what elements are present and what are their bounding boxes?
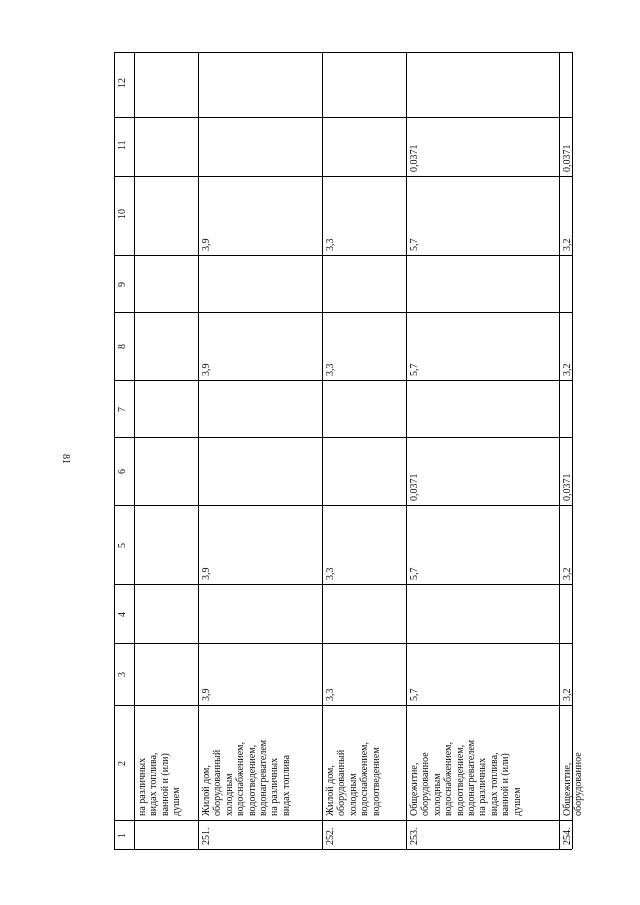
column-header-2: 2 [117,760,128,766]
table-row-border [322,52,323,849]
table-column-border [114,584,572,585]
row-number: 251. [201,827,212,845]
table-column-border [114,255,572,256]
value-cell: 3,3 [325,238,336,251]
row-description: Общежитие, оборудованное холодным водоснабжением, водоотведением, водонагревателем на различных видах топлива, ванной и (или) душем [409,739,523,816]
value-cell: 3,9 [201,238,212,251]
column-header-3: 3 [117,672,128,677]
table-column-border [114,643,572,644]
table-row-border [559,52,560,849]
row-description: Жилой дом, оборудованный холодным водоснабжением, водоотведением, водонагревателем на различных видах топлива [201,739,292,816]
page-number: 81 [60,454,71,464]
column-header-9: 9 [117,281,128,287]
value-cell: 3,2 [562,363,573,376]
column-header-5: 5 [117,542,128,548]
row-description: на различных видах топлива, ванной и (или) душем [137,752,183,816]
column-header-7: 7 [117,406,128,412]
table-row-border [114,52,115,849]
value-cell: 3,2 [562,238,573,251]
value-cell: 0,0371 [409,144,420,172]
value-cell: 0,0371 [562,473,573,501]
value-cell: 5,7 [409,688,420,701]
value-cell: 3,2 [562,688,573,701]
row-number: 253. [409,827,420,845]
table-row-border [198,52,199,849]
value-cell: 3,3 [325,363,336,376]
table-column-border [114,380,572,381]
table-column-border [114,820,572,821]
table-column-border [114,176,572,177]
row-number: 252. [325,827,336,845]
row-number: 254. [562,827,573,845]
value-cell: 3,9 [201,688,212,701]
value-cell: 3,9 [201,567,212,580]
table-row-border [134,52,135,849]
column-header-8: 8 [117,344,128,349]
value-cell: 3,3 [325,688,336,701]
row-description: Общежитие, оборудованное [562,752,585,816]
column-header-10: 10 [117,208,128,219]
value-cell: 5,7 [409,363,420,376]
table-column-border [114,52,572,53]
value-cell: 3,2 [562,567,573,580]
table-column-border [114,117,572,118]
column-header-4: 4 [117,611,128,617]
value-cell: 0,0371 [562,144,573,172]
value-cell: 3,9 [201,363,212,376]
value-cell: 3,3 [325,567,336,580]
column-header-12: 12 [117,77,128,88]
column-header-1: 1 [117,832,128,838]
table-column-border [114,705,572,706]
table-column-border [114,437,572,438]
table-row-border [406,52,407,849]
value-cell: 5,7 [409,238,420,251]
table-column-border [114,849,572,850]
table-column-border [114,505,572,506]
value-cell: 0,0371 [409,473,420,501]
column-header-6: 6 [117,469,128,474]
table-column-border [114,312,572,313]
column-header-11: 11 [117,139,128,150]
value-cell: 5,7 [409,567,420,580]
row-description: Жилой дом, оборудованный холодным водоснабжением, водоотведением [325,742,382,816]
